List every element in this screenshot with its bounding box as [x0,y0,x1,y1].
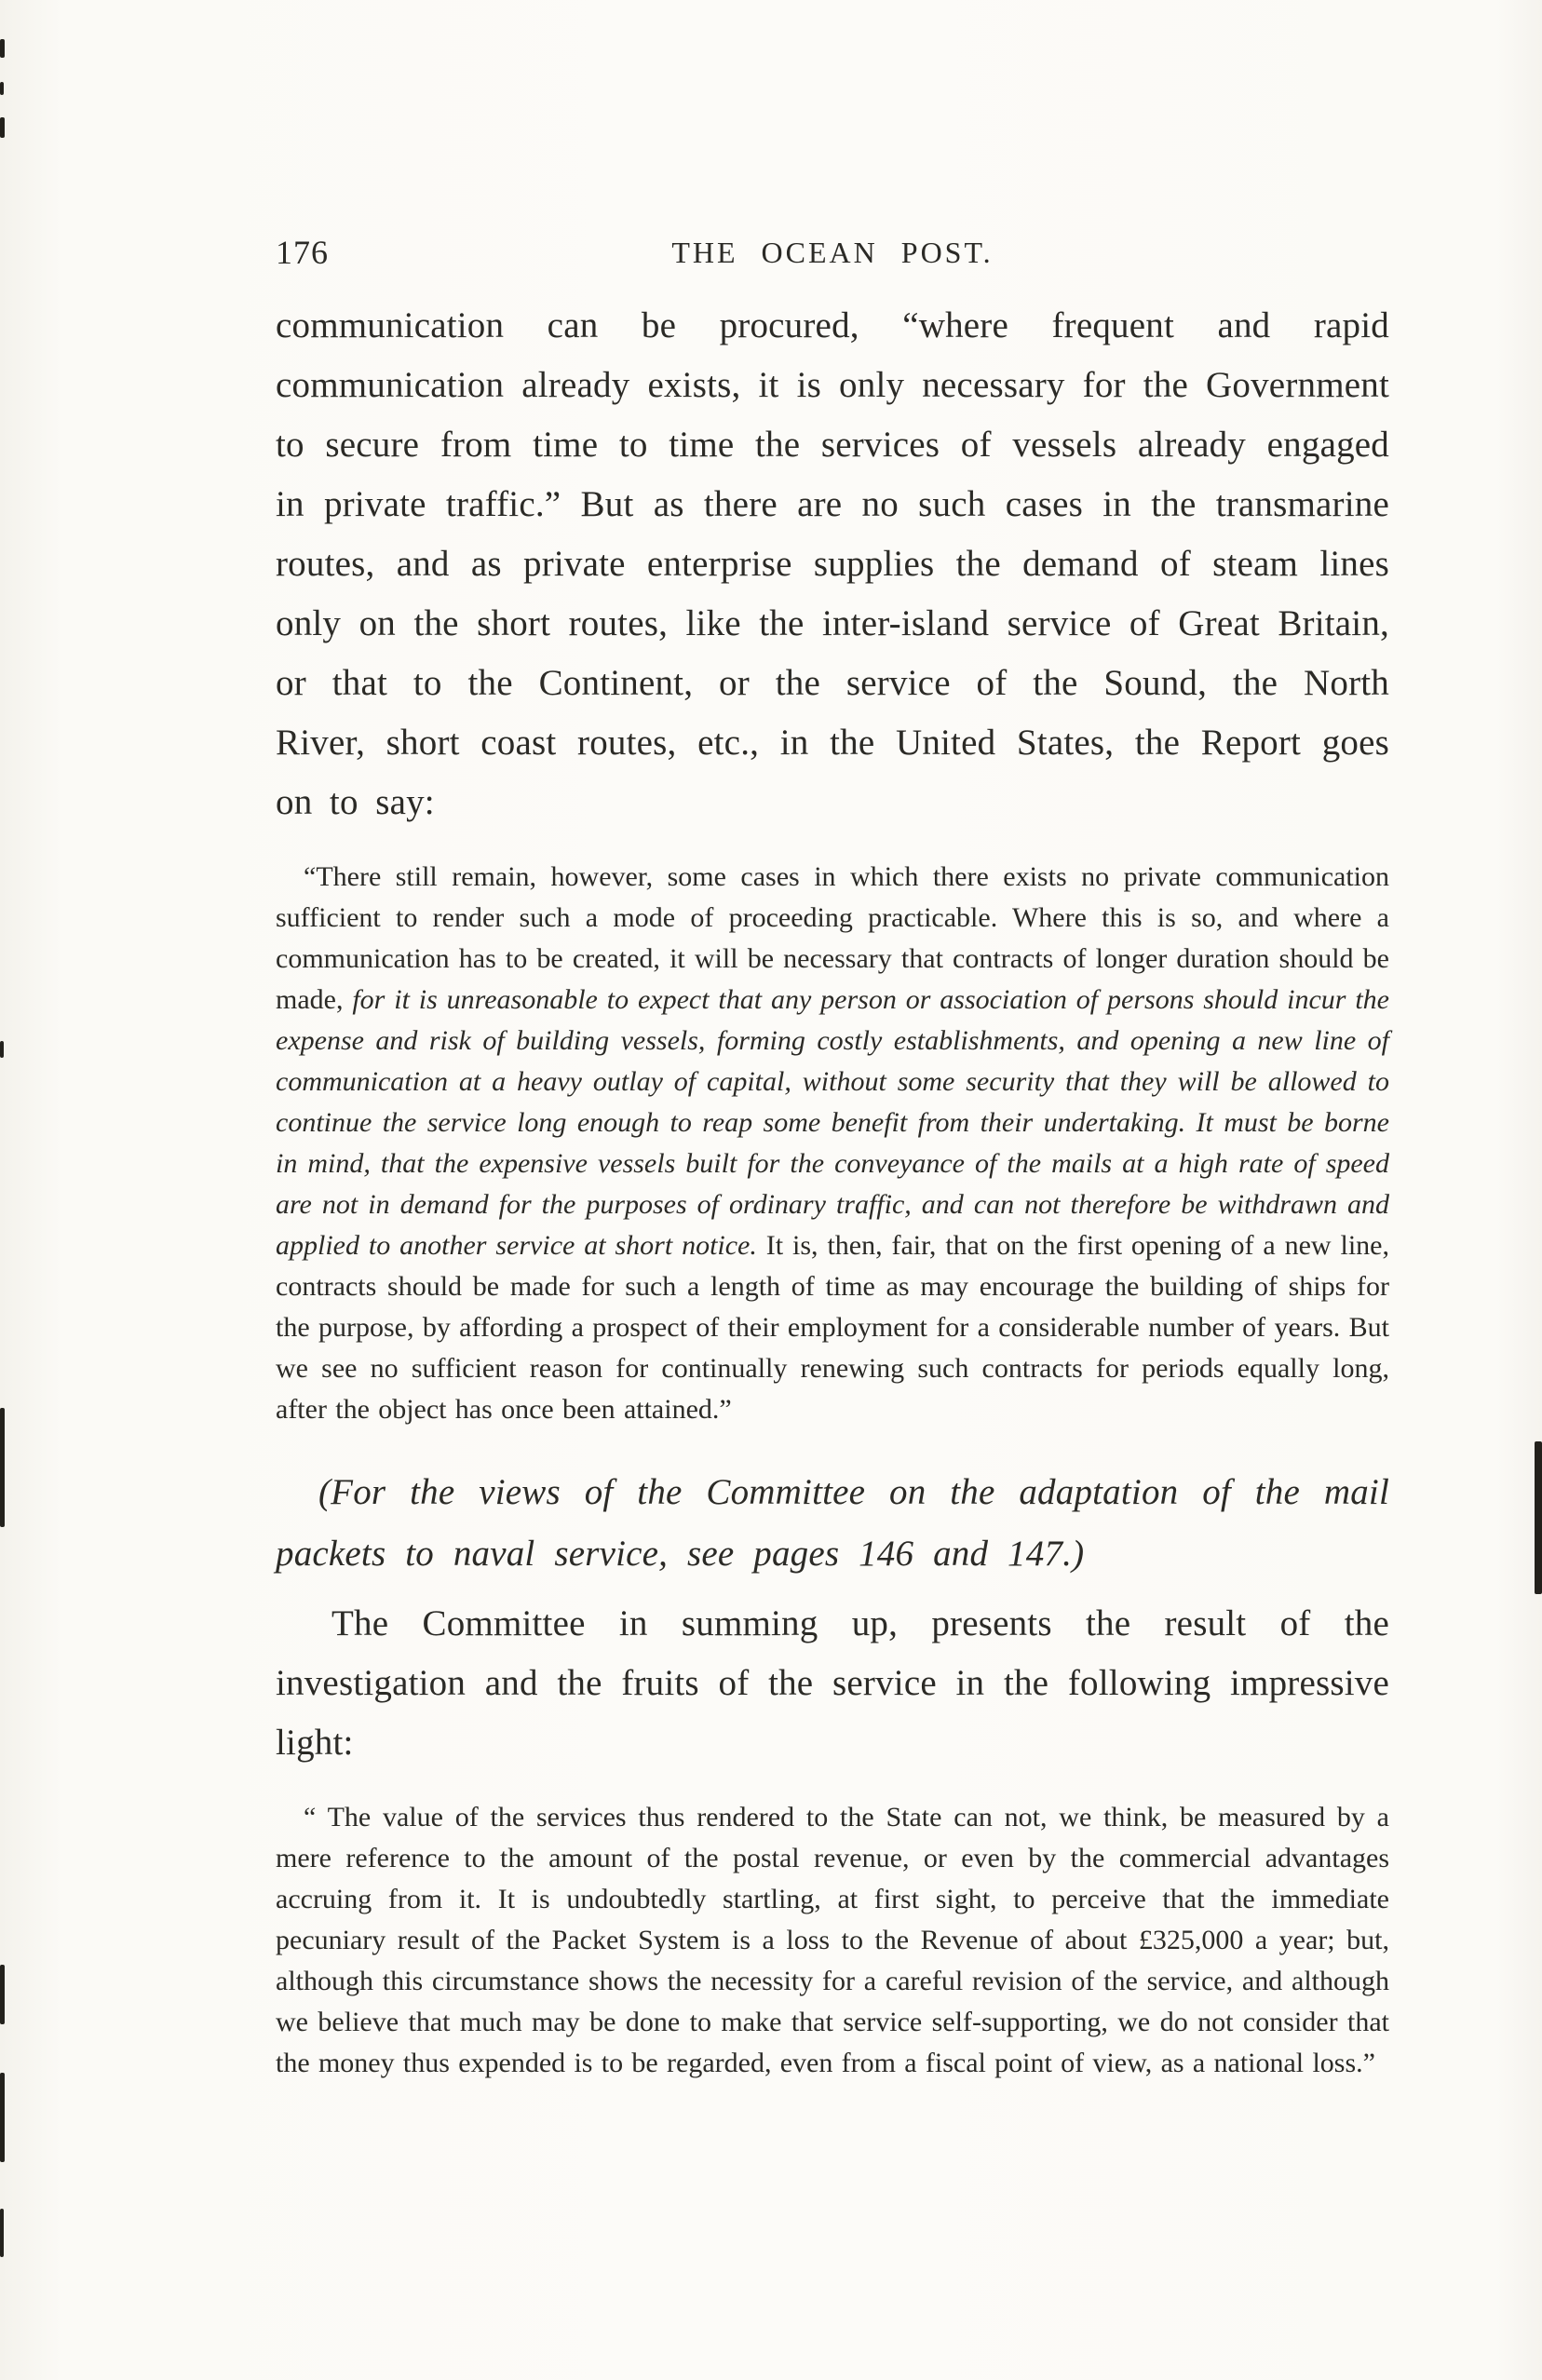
page-number: 176 [276,234,329,271]
quote-italic-segment: for it is unreasonable to expect that any person or association of persons should incur the expense and risk of building vessels, forming costly establishments, and opening a new line of communication at a heavy outlay of capital, without some security that they will be allowed to continue the service long enough to reap some benefit from their undertaking. It must be borne in mind, that the expensive vessels built for the conveyance of the mails at a high rate of speed are not in demand for the purposes of ordinary traffic, and can not therefore be withdrawn and applied to another service at short notice. [276,984,1389,1261]
paragraph-committee-summary: The Committee in summing up, presents the result of the investigation and the fruits of the service in the following impressive light: [276,1603,1389,1763]
running-title: THE OCEAN POST. [671,236,994,269]
paragraph-cross-reference: (For the views of the Committee on the adaptation of the mail packets to naval service, see pages 146 and 147.) [276,1472,1389,1574]
block-quote-report-extract [276,857,1389,1430]
paragraph-continuation: communication can be procured, “where frequent and rapid communication already exists, it is only necessary for the Government to secure from time to time the services of vessels already engaged in private traffic.” But as there are no such cases in the transmarine routes, and as private enterprise supplies the demand of steam lines only on the short routes, like the inter-island service of Great Britain, or that to the Continent, or the service of the Sound, the North River, short coast routes, etc., in the United States, the Report goes on to say: [276,305,1389,822]
scan-artifact [0,1041,4,1058]
scan-artifact [0,2073,5,2162]
scan-artifact [0,82,4,95]
page-header [276,233,1389,279]
scan-artifact [1535,1441,1542,1594]
page-body [276,296,1389,2084]
scan-artifact [0,117,5,138]
scan-artifact [0,2209,4,2257]
block-quote-value-of-services: “ The value of the services thus rendered to the State can not, we think, be measured by a mere reference to the amount of the postal revenue, or even by the commercial advantages accruing from it. It is undoubtedly startling, at first sight, to perceive that the immediate pecuniary result of the Packet System is a loss to the Revenue of about £325,000 a year; but, although this circumstance shows the necessity for a careful revision of the service, and although we believe that much may be done to make that service self-supporting, we do not consider that the money thus expended is to be regarded, even from a fiscal point of view, as a national loss.” [276,1802,1389,2078]
scan-artifact [0,1965,5,2024]
quote-roman-segment: It is, then, fair, that on the first opening of a new line, contracts should be made for such a length of time as may encourage the building of ships for the purpose, by affording a prospect of their employment for a considerable number of years. But we see no sufficient reason for continually renewing such contracts for periods equally long, after the object has once been attained.” [276,1230,1389,1425]
scan-artifact [0,1408,5,1527]
quote-roman-segment: “There still remain, however, some cases in which there exists no private communication sufficient to render such a mode of proceeding practicable. Where this is so, and where a communication has to be created, it will be necessary that contracts of longer duration should be made, [276,861,1389,1015]
scan-artifact [0,39,5,58]
